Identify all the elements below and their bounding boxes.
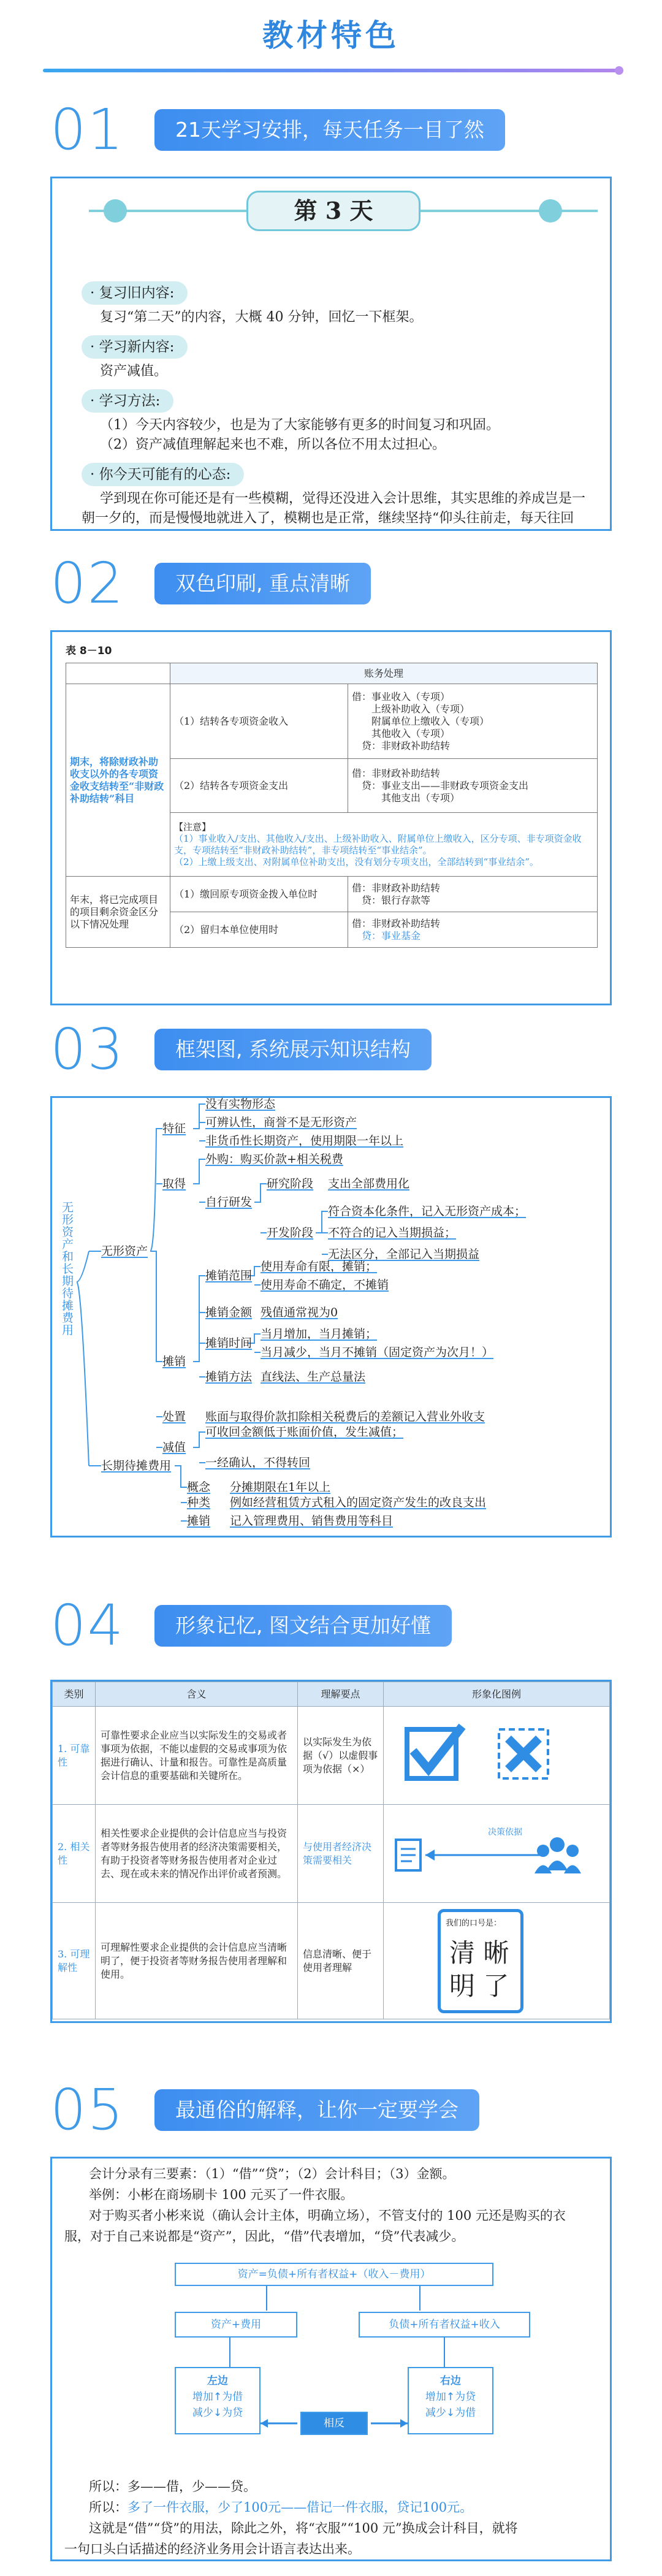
right-side-box: [408, 2367, 493, 2434]
slogan-doc-icon: [438, 1909, 523, 2013]
note-cell: [170, 813, 598, 877]
mindmap: [52, 1098, 610, 1536]
mindmap-node-cz: 处置: [162, 1410, 186, 1423]
equation-box: 资产=负债+所有者权益+（收入－费用）: [175, 2263, 493, 2286]
text-highlight: 多了一件衣服，少了100元——借记一件衣服，贷记100元。: [127, 2500, 473, 2515]
slogan-words: [449, 1937, 517, 2003]
day-title: 第 3 天: [246, 191, 420, 231]
entry-line: 借：非财政补助结转: [352, 767, 441, 779]
entry-2: [348, 759, 598, 813]
section-number: 02: [50, 551, 125, 616]
entry-line: 借：非财政补助结转: [352, 917, 441, 929]
slogan-char: 晰: [483, 1937, 509, 1968]
illustrated-table-frame: [50, 1680, 612, 2023]
section-pill: 框架图, 系统展示知识结构: [154, 1029, 432, 1070]
mindmap-node-txff1: 直线法、生产总量法: [261, 1370, 366, 1384]
mindmap-node-zl: 种类: [187, 1496, 211, 1509]
mindmap-node-kf3: 无法区分，全部记入当期损益: [328, 1248, 480, 1261]
entry-4: [348, 912, 598, 948]
head-keypoint: 理解要点: [298, 1682, 384, 1707]
entry-line: 贷：非财政补助结转: [352, 739, 451, 752]
text-mindset-2: 朝一夕的，而是慢慢地就进入了，模糊也是正常，继续坚持“仰头往前走，每天往回: [82, 511, 574, 526]
entry-line: 其他支出（专项）: [352, 791, 460, 804]
entry-line: 借：事业收入（专项）: [352, 690, 451, 703]
explanation-frame: [50, 2157, 612, 2561]
illustration-understandability: [384, 1903, 610, 2019]
left-title: 左边: [207, 2375, 228, 2387]
key-reliability: 以实际发生为依据（√）以虚假事项为依据（×）: [298, 1707, 384, 1805]
mindmap-node-jz2: 一经确认，不得转回: [205, 1456, 311, 1469]
mindmap-node-txfw2: 使用寿命不确定，不摊销: [261, 1278, 389, 1292]
table-corner: [66, 663, 170, 684]
tag-review: · 复习旧内容:: [82, 281, 188, 305]
arrow-label: 决策依据: [488, 1827, 522, 1837]
meaning-understandability: 可理解性要求企业提供的会计信息应当清晰明了，便于投资者等财务报告使用者理解和使用。: [96, 1903, 298, 2019]
section-pill: 最通俗的解释，让你一定要学会: [154, 2089, 479, 2131]
right-title: 右边: [440, 2375, 461, 2387]
left-rule-1: 增加↑为借: [192, 2391, 243, 2403]
sample-table-frame: [50, 630, 612, 1005]
mindmap-node-jz: 减值: [162, 1441, 186, 1454]
mindmap-root-label: 无形资产和长期待摊费用: [62, 1201, 74, 1337]
mindmap-node-txfw: 摊销范围: [205, 1269, 253, 1282]
meaning-reliability: 可靠性要求企业应当以实际发生的交易或者事项为依据，不能以虚假的交易或事项为依据进行确认、计量和报告。可靠性是高质量会计信息的重要基础和关键所在。: [96, 1707, 298, 1805]
entry-line: 贷：事业支出——非财政专项资金支出: [352, 779, 529, 791]
mindmap-node-tx21: 记入管理费用、销售费用等科目: [230, 1514, 394, 1528]
text-line: 会计分录有三要素：（1）“借”“贷”；（2）会计科目；（3）金额。: [89, 2166, 455, 2181]
entry-line: 贷：事业基金: [352, 929, 421, 942]
accounting-table: [66, 663, 598, 948]
mindmap-node-tz: 特征: [162, 1122, 186, 1135]
divider-dot: [615, 66, 623, 75]
mindmap-node-wg: 外购：购买价款+相关税费: [205, 1153, 343, 1166]
head-illustration: 形象化图例: [384, 1682, 610, 1707]
text-prefix: 所以：: [89, 2500, 127, 2515]
mindmap-node-jz1: 可收回金额低于账面价值，发生减值；: [205, 1425, 404, 1439]
category-understandability: 3. 可理解性: [53, 1903, 96, 2019]
section-number: 04: [50, 1593, 125, 1658]
section-pill: 21天学习安排，每天任务一目了然: [154, 109, 505, 151]
mindmap-node-kf2: 不符合的记入当期损益；: [328, 1226, 457, 1240]
text-line: 这就是“借”“贷”的用法，除此之外，将“衣服”“100 元”换成会计科目，就将: [89, 2521, 518, 2536]
day-banner-bubble: [539, 199, 562, 223]
text-mindset-1: 学到现在你可能还是有一些模糊，觉得还没进入会计思维，其实思维的养成岂是一: [100, 491, 586, 506]
equation-connectors: [52, 2281, 610, 2477]
text-line: 举例：小彬在商场刷卡 100 元买了一件衣服。: [89, 2187, 354, 2202]
mindmap-node-tx: 摊销: [162, 1355, 186, 1368]
liabilities-equity-income-box: 负债+所有者权益+收入: [359, 2312, 530, 2338]
mindmap-node-kf: 开发阶段: [267, 1226, 314, 1240]
entry-line: 其他收入（专项）: [352, 727, 451, 739]
page-title: 教材特色: [262, 18, 400, 53]
mindmap-node-cq: 长期待摊费用: [101, 1459, 172, 1473]
text-method-1: （1）今天内容较少，也是为了大家能够有更多的时间复习和巩固。: [100, 417, 500, 433]
mindmap-node-txje: 摊销金额: [205, 1306, 253, 1319]
section-number: 01: [50, 97, 125, 162]
page-header: [0, 0, 662, 80]
tag-method: · 学习方法:: [82, 389, 173, 413]
sample-page-frame: [50, 177, 612, 531]
table-title: 表 8－10: [66, 645, 112, 657]
mindmap-node-txsj1: 当月增加，当月摊销；: [261, 1327, 378, 1341]
text-method-2: （2）资产减值理解起来也不难，所以各位不用太过担心。: [100, 437, 446, 452]
slogan-char: 了: [483, 1970, 509, 2001]
mindmap-node-wx: 无形资产: [101, 1244, 148, 1258]
case-1: （1）结转各专项资金收入: [170, 684, 348, 759]
text-review: 复习“第二天”的内容，大概 40 分钟，回忆一下框架。: [100, 310, 423, 325]
meaning-relevance: 相关性要求企业提供的会计信息应当与投资者等财务报告使用者的经济决策需要相关，有助于投资者等财务报告使用者对企业过去、现在或未来的情况作出评价或者预测。: [96, 1805, 298, 1903]
mindmap-node-txff: 摊销方法: [205, 1370, 253, 1384]
entry-line: 附属单位上缴收入（专项）: [352, 715, 490, 727]
mindmap-node-yj1: 支出全部费用化: [328, 1177, 410, 1191]
right-rule-2: 减少↓为借: [425, 2407, 476, 2419]
illustration-reliability: [384, 1707, 610, 1805]
mindmap-node-txfw1: 使用寿命有限，摊销；: [261, 1260, 378, 1273]
text-line: 对于购买者小彬来说（确认会计主体，明确立场），不管支付的 100 元还是购买的衣: [89, 2208, 566, 2223]
opposite-label: 相反: [300, 2412, 368, 2435]
mindmap-node-tz1: 没有实物形态: [205, 1098, 276, 1111]
mindmap-node-qd: 取得: [162, 1177, 186, 1191]
note-title: 【注意】: [174, 821, 211, 833]
illustration-relevance: [384, 1805, 610, 1903]
right-rule-1: 增加↑为贷: [425, 2391, 476, 2403]
check-cross-icon: [389, 1717, 597, 1791]
left-rule-2: 减少↓为贷: [192, 2407, 243, 2419]
head-meaning: 含义: [96, 1682, 298, 1707]
head-category: 类别: [53, 1682, 96, 1707]
principles-table: [52, 1682, 610, 2019]
category-reliability: 1. 可靠性: [53, 1707, 96, 1805]
section-number: 05: [50, 2077, 125, 2143]
entry-line: 借：非财政补助结转: [352, 882, 441, 894]
key-understandability: 信息清晰、便于使用者理解: [298, 1903, 384, 2019]
tag-mindset: · 你今天可能有的心态:: [82, 463, 244, 486]
header-divider: [43, 69, 619, 72]
slogan-title: 我们的口号是：: [446, 1918, 502, 1928]
entry-line: 上级补助收入（专项）: [352, 703, 470, 715]
assets-expenses-box: 资产+费用: [175, 2312, 297, 2338]
mindmap-node-cz1: 账面与取得价款扣除相关税费后的差额记入营业外收支: [205, 1410, 485, 1423]
key-relevance: 与使用者经济决策需要相关: [298, 1805, 384, 1903]
entry-line: 贷：银行存款等: [352, 894, 431, 906]
section-number: 03: [50, 1016, 125, 1082]
left-side-box: [175, 2367, 261, 2434]
table-column-header: 账务处理: [170, 663, 598, 684]
mindmap-node-gn1: 分摊期限在1年以上: [230, 1480, 331, 1494]
mindmap-node-kf1: 符合资本化条件，记入无形资产成本；: [328, 1205, 527, 1218]
mindmap-node-tz3: 非货币性长期资产，使用期限一年以上: [205, 1134, 404, 1148]
mindmap-node-tx2: 摊销: [187, 1514, 211, 1528]
text-line: 服，对于自己来说都是“资产”，因此，“借”代表增加，“贷”代表减少。: [64, 2229, 465, 2244]
mindmap-node-yj: 研究阶段: [267, 1177, 314, 1191]
mindmap-root: [62, 1201, 74, 1337]
case-2: （2）结转各专项资金支出: [170, 759, 348, 813]
text-new-content: 资产减值。: [100, 364, 168, 379]
entry-1: [348, 684, 598, 759]
note-line-1: （1）事业收入/支出、其他收入/支出、上级补助收入、附属单位上缴收入，区分专项、非专项资金收支，专项结转至“非财政补助结转”，非专项结转至“事业结余”。: [174, 833, 582, 856]
case-4: （2）留归本单位使用时: [170, 912, 348, 948]
mindmap-node-txje1: 残值通常视为0: [261, 1306, 338, 1319]
text-line: 所以：多——借，少——贷。: [89, 2479, 256, 2494]
case-3: （1）缴回原专项资金拨入单位时: [170, 877, 348, 912]
slogan-char: 明: [449, 1970, 476, 2001]
mindmap-node-zx: 自行研发: [205, 1195, 253, 1209]
entry-3: [348, 877, 598, 912]
mindmap-node-zl1: 例如经营租赁方式租入的固定资产发生的改良支出: [230, 1496, 487, 1509]
section-pill: 形象记忆, 图文结合更加好懂: [154, 1605, 452, 1647]
row-label-period-end: 期末，将除财政补助收支以外的各专项资金收支结转至“非财政补助结转”科目: [66, 684, 170, 877]
slogan-char: 清: [449, 1937, 476, 1968]
day-banner-bubble: [104, 199, 127, 223]
mindmap-node-txsj2: 当月减少，当月不摊销（固定资产为次月！）: [261, 1346, 494, 1359]
mindmap-frame: [50, 1096, 612, 1538]
text-line: 一句口头白话描述的经济业务用会计语言表达出来。: [64, 2542, 360, 2556]
mindmap-node-gn: 概念: [187, 1480, 211, 1494]
section-pill: 双色印刷, 重点清晰: [154, 563, 371, 604]
text-line: [89, 2498, 473, 2517]
tag-new-content: · 学习新内容:: [82, 335, 188, 359]
row-label-year-end: 年末，将已完成项目的项目剩余资金区分以下情况处理: [66, 877, 170, 948]
note-line-2: （2）上缴上级支出、对附属单位补助支出，没有划分专项支出，全部结转到“事业结余”。: [174, 856, 539, 867]
category-relevance: 2. 相关性: [53, 1805, 96, 1903]
mindmap-node-txsj: 摊销时间: [205, 1336, 253, 1350]
mindmap-node-tz2: 可辨认性，商誉不是无形资产: [205, 1116, 357, 1129]
